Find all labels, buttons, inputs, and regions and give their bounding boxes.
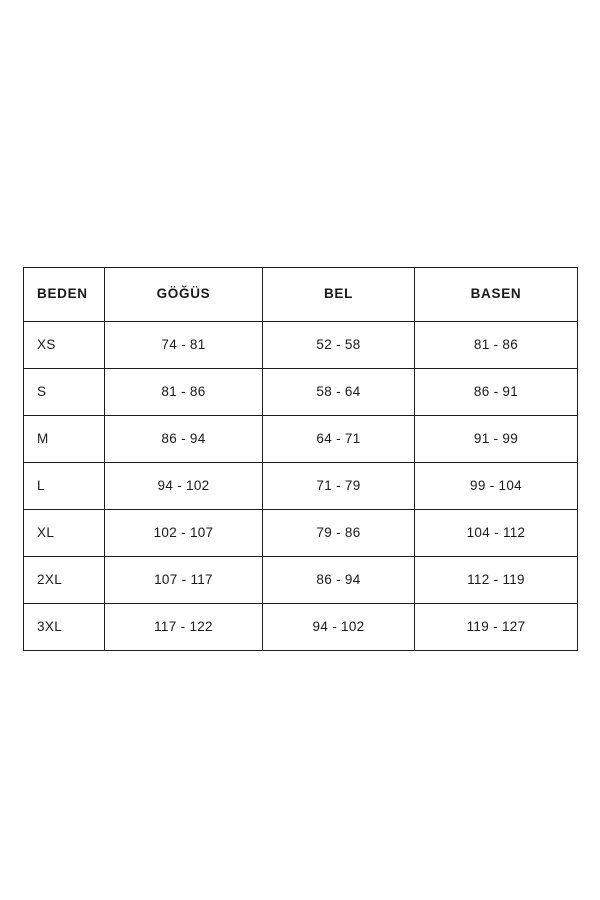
table-header-row <box>24 268 578 322</box>
cell-size: 3XL <box>24 604 105 651</box>
cell-chest: 86 - 94 <box>105 416 263 463</box>
cell-size: L <box>24 463 105 510</box>
table-row <box>24 604 578 651</box>
cell-hip: 91 - 99 <box>415 416 578 463</box>
column-header-size: BEDEN <box>24 268 105 322</box>
table-row <box>24 557 578 604</box>
table-row <box>24 416 578 463</box>
cell-chest: 107 - 117 <box>105 557 263 604</box>
table-row <box>24 463 578 510</box>
size-chart-container <box>23 267 577 651</box>
cell-chest: 74 - 81 <box>105 322 263 369</box>
column-header-hip: BASEN <box>415 268 578 322</box>
cell-waist: 52 - 58 <box>263 322 415 369</box>
cell-hip: 104 - 112 <box>415 510 578 557</box>
cell-chest: 102 - 107 <box>105 510 263 557</box>
table-row <box>24 510 578 557</box>
cell-chest: 94 - 102 <box>105 463 263 510</box>
column-header-waist: BEL <box>263 268 415 322</box>
cell-hip: 99 - 104 <box>415 463 578 510</box>
table-body <box>24 322 578 651</box>
table-row <box>24 322 578 369</box>
column-header-chest: GÖĞÜS <box>105 268 263 322</box>
table-row <box>24 369 578 416</box>
cell-waist: 79 - 86 <box>263 510 415 557</box>
table-header <box>24 268 578 322</box>
cell-waist: 64 - 71 <box>263 416 415 463</box>
cell-hip: 81 - 86 <box>415 322 578 369</box>
cell-size: 2XL <box>24 557 105 604</box>
cell-chest: 117 - 122 <box>105 604 263 651</box>
cell-waist: 71 - 79 <box>263 463 415 510</box>
cell-size: M <box>24 416 105 463</box>
cell-hip: 112 - 119 <box>415 557 578 604</box>
size-chart-table <box>23 267 578 651</box>
cell-hip: 119 - 127 <box>415 604 578 651</box>
cell-waist: 94 - 102 <box>263 604 415 651</box>
cell-size: XS <box>24 322 105 369</box>
cell-hip: 86 - 91 <box>415 369 578 416</box>
cell-size: XL <box>24 510 105 557</box>
cell-waist: 58 - 64 <box>263 369 415 416</box>
cell-size: S <box>24 369 105 416</box>
cell-chest: 81 - 86 <box>105 369 263 416</box>
cell-waist: 86 - 94 <box>263 557 415 604</box>
